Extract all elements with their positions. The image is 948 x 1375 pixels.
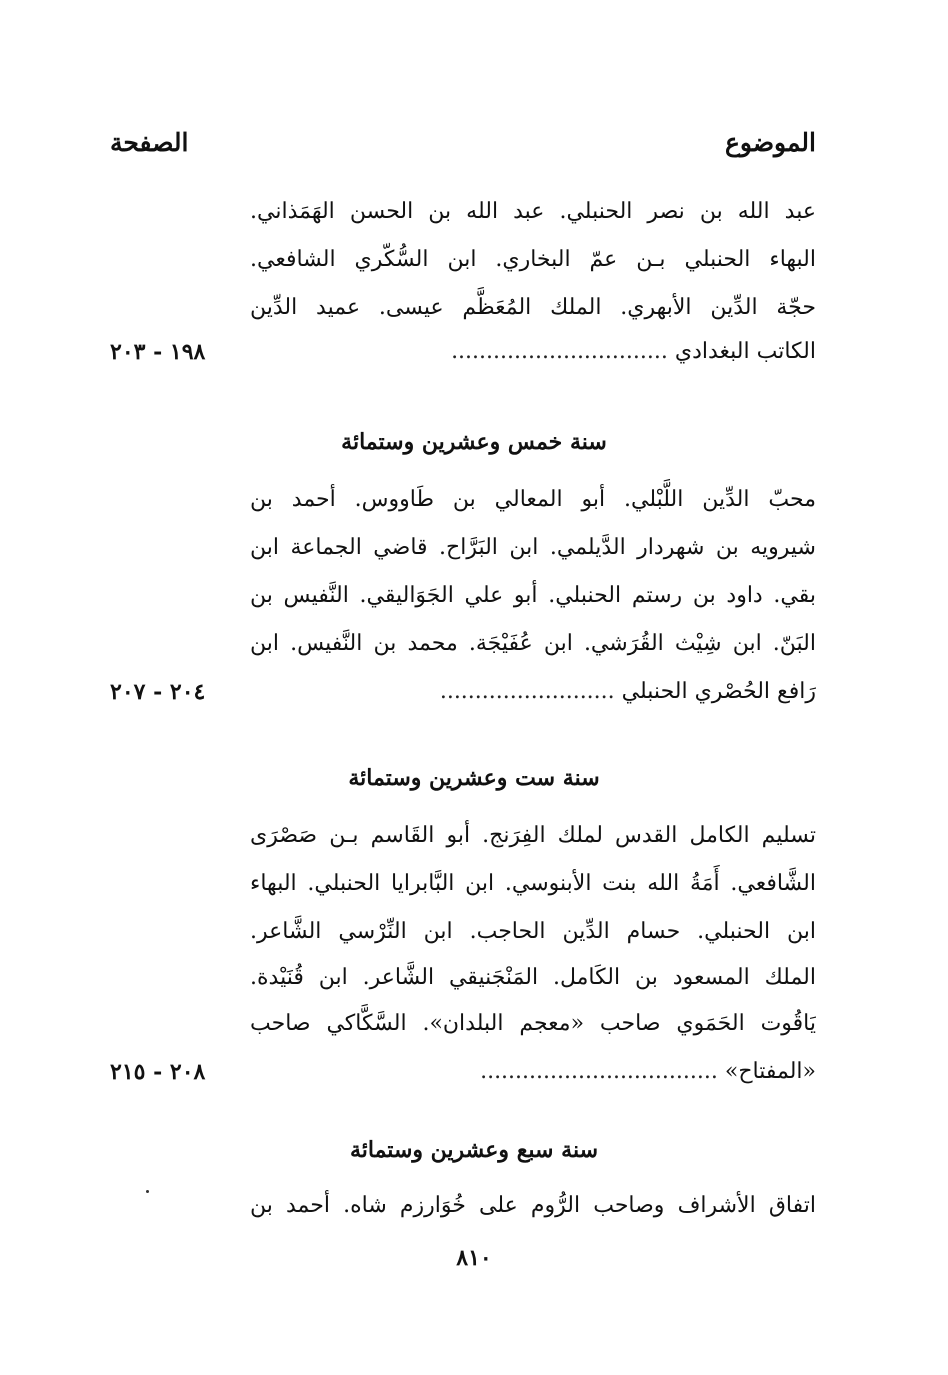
subject-column-label: الموضوع xyxy=(725,128,816,157)
entry-line: شيرويه بن شهردار الدَّيلمي. ابن البَرَّاح. قاضي الجماعة ابن xyxy=(250,535,816,560)
entry-line: ابن الحنبلي. حسام الدِّين الحاجب. ابن النِّرْسي الشَّاعر. xyxy=(250,919,816,944)
entry-line: البهاء الحنبلي بـن عمّ البخاري. ابن السُّكّري الشافعي. xyxy=(250,247,816,272)
page-range: ١٩٨ - ٢٠٣ xyxy=(110,339,206,365)
entry-line: عبد الله بن نصر الحنبلي. عبد الله بن الحسن الهَمَذاني. xyxy=(250,199,816,224)
entry-last-line xyxy=(250,1048,816,1096)
entry-line: محبّ الدِّين اللَّبْلي. أبو المعالي بن طَاووس. أحمد بن xyxy=(250,487,816,512)
page-number: ٨١٠ xyxy=(456,1245,492,1271)
entry-text: «المفتاح» xyxy=(724,1059,816,1084)
section-heading: سنة خمس وعشرين وستمائة xyxy=(341,429,607,455)
entry-last-line xyxy=(250,328,816,376)
table-header xyxy=(110,128,816,172)
entry-line: تسليم الكامل القدس لملك الفِرَنج. أبو القَاسم بـن صَصْرَى xyxy=(250,823,816,848)
entry-line: بقي. داود بن رستم الحنبلي. أبو علي الجَوَاليقي. النَّفيس بن xyxy=(250,583,816,608)
entry-line: يَاقُوت الحَمَوي صاحب «معجم البلدان». السَّكَّاكي صاحب xyxy=(250,1011,816,1036)
section-heading: سنة سبع وعشرين وستمائة xyxy=(349,1137,599,1163)
entry-line: الشَّافعي. أَمَةُ الله بنت الأبنوسي. ابن البَّابرايا الحنبلي. البهاء xyxy=(250,871,816,896)
entry-line: حجّة الدِّين الأبهري. الملك المُعَظَّم عيسى. عميد الدِّين xyxy=(250,295,816,320)
ink-speck xyxy=(146,1190,149,1193)
leader-dots: ............................... xyxy=(451,339,668,364)
entry-line: اتفاق الأشراف وصاحب الرُّوم على خُوَارزم شاه. أحمد بن xyxy=(250,1193,816,1218)
page-column-label: الصفحة xyxy=(110,128,189,157)
entry-text: الكاتب البغدادي xyxy=(674,339,816,364)
entry-text: رَافع الحُصْري الحنبلي xyxy=(621,679,816,704)
entry-last-line xyxy=(250,668,816,716)
page-range: ٢٠٤ - ٢٠٧ xyxy=(110,679,206,705)
leader-dots: .................................. xyxy=(480,1059,718,1084)
entry-line: البَنّ. ابن شِيْث القُرَشي. ابن عُفَيْجَة. محمد بن النَّفيس. ابن xyxy=(250,631,816,656)
entry-line: الملك المسعود بن الكَامل. المَنْجَنيقي الشَّاعر. ابن قُنَيْدة. xyxy=(250,965,816,990)
leader-dots: ......................... xyxy=(439,679,615,704)
page-range: ٢٠٨ - ٢١٥ xyxy=(110,1059,206,1085)
section-heading: سنة ست وعشرين وستمائة xyxy=(348,765,600,791)
